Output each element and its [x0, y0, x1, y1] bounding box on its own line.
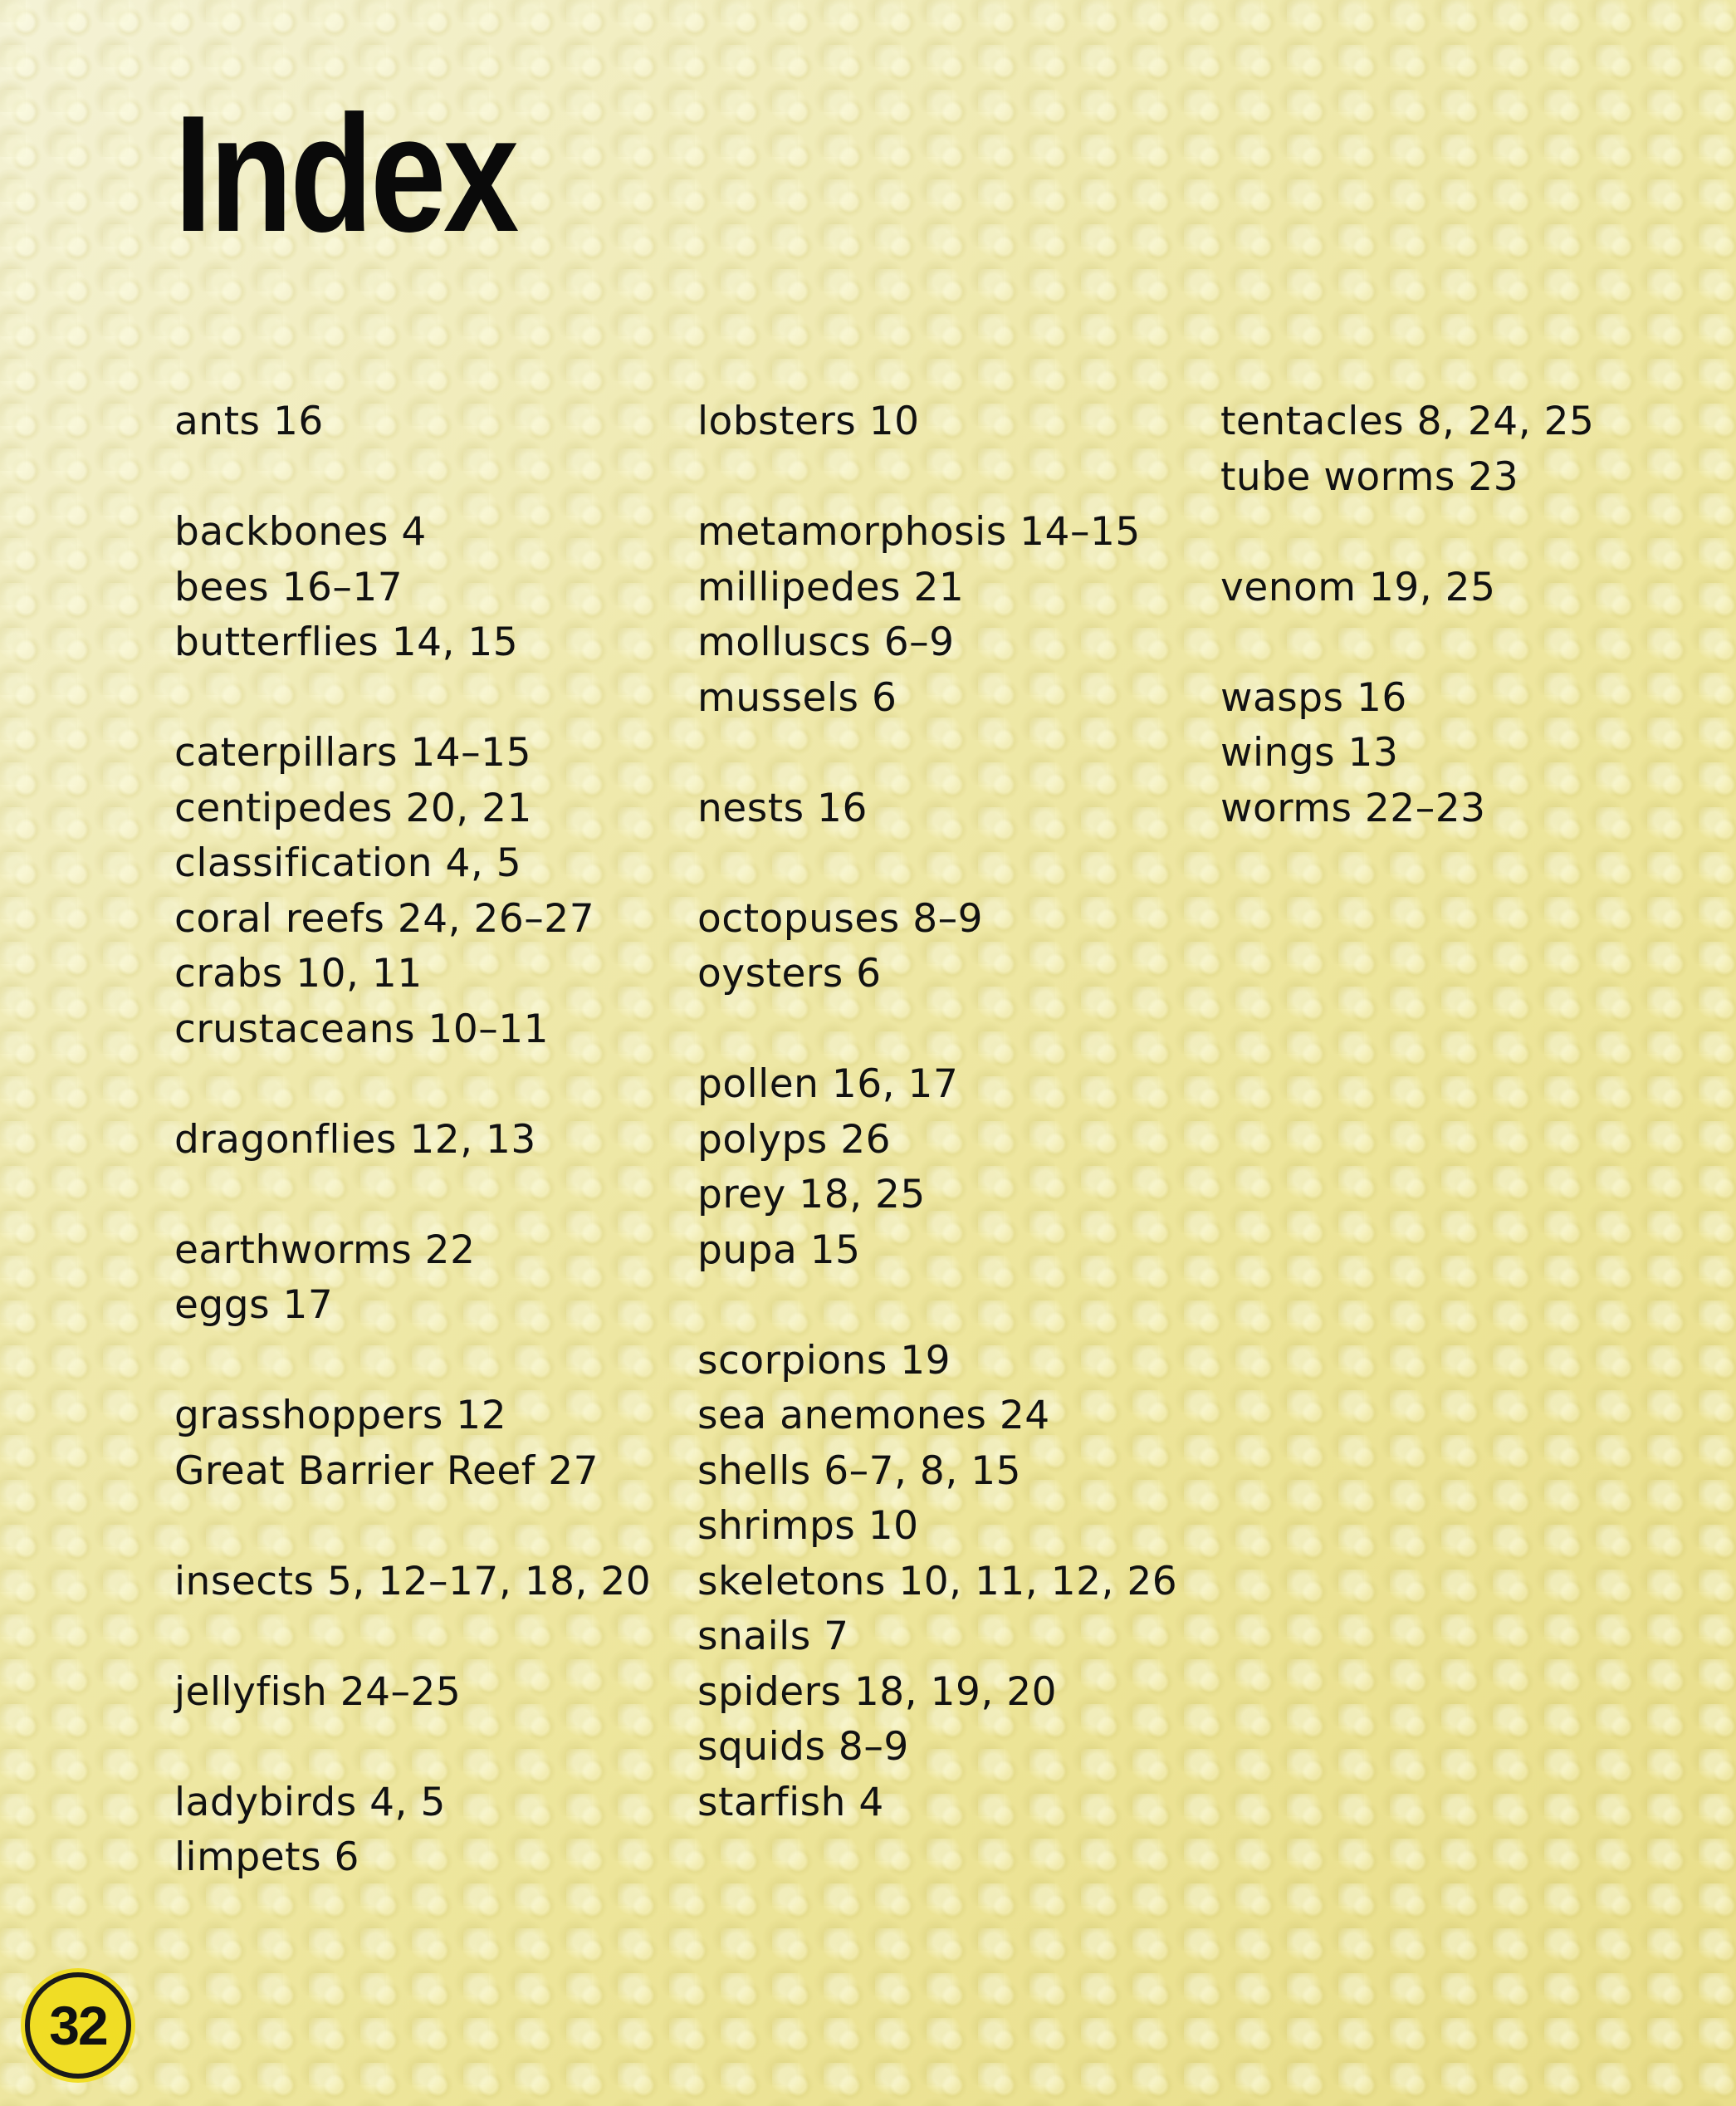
letter-group-gap: [697, 450, 1212, 506]
index-entry: sea anemones 24: [697, 1393, 1050, 1438]
index-entry: shrimps 10: [697, 1503, 919, 1549]
index-entry: prey 18, 25: [697, 1172, 926, 1217]
index-entry: ladybirds 4, 5: [174, 1779, 446, 1825]
page-number-badge: [25, 1972, 131, 2079]
letter-group-gap: [174, 1609, 689, 1665]
index-entry: metamorphosis 14–15: [697, 509, 1141, 555]
index-entry: skeletons 10, 11, 12, 26: [697, 1558, 1178, 1604]
index-entry: lobsters 10: [697, 399, 920, 444]
index-entry: eggs 17: [174, 1282, 334, 1328]
index-entry: worms 22–23: [1220, 785, 1486, 831]
index-entry: oysters 6: [697, 951, 882, 997]
index-entry: tube worms 23: [1220, 453, 1519, 500]
index-column-3: [1220, 394, 1735, 836]
index-entry: shells 6–7, 8, 15: [697, 1447, 1022, 1494]
index-entry: earthworms 22: [174, 1227, 476, 1273]
letter-group-gap: [174, 450, 689, 506]
index-entry: centipedes 20, 21: [174, 785, 532, 831]
letter-group-gap: [174, 1720, 689, 1775]
index-entry: millipedes 21: [697, 564, 965, 610]
letter-group-gap: [697, 836, 1212, 892]
index-entry: bees 16–17: [174, 564, 403, 610]
index-entry: venom 19, 25: [1220, 564, 1496, 610]
letter-group-gap: [697, 1002, 1212, 1058]
index-entry: snails 7: [697, 1614, 849, 1659]
index-entry: scorpions 19: [697, 1337, 951, 1384]
index-entry: mussels 6: [697, 674, 897, 721]
index-entry: octopuses 8–9: [697, 895, 984, 942]
index-entry: nests 16: [697, 785, 868, 831]
index-entry: butterflies 14, 15: [174, 620, 519, 665]
letter-group-gap: [174, 1499, 689, 1555]
letter-group-gap: [697, 1278, 1212, 1334]
index-column-2: [697, 394, 1212, 1830]
index-entry: jellyfish 24–25: [174, 1668, 462, 1715]
letter-group-gap: [174, 1057, 689, 1113]
index-entry: tentacles 8, 24, 25: [1220, 399, 1595, 444]
page-title: Index: [174, 81, 516, 267]
index-entry: Great Barrier Reef 27: [174, 1447, 599, 1494]
index-entry: squids 8–9: [697, 1724, 909, 1770]
index-entry: grasshoppers 12: [174, 1393, 507, 1438]
index-entry: spiders 18, 19, 20: [697, 1668, 1058, 1715]
letter-group-gap: [174, 1168, 689, 1223]
index-entry: pupa 15: [697, 1227, 861, 1273]
index-entry: crustaceans 10–11: [174, 1006, 550, 1052]
index-entry: classification 4, 5: [174, 840, 522, 886]
index-entry: caterpillars 14–15: [174, 730, 531, 776]
page-number: 32: [49, 1995, 107, 2056]
letter-group-gap: [1220, 505, 1735, 561]
index-entry: crabs 10, 11: [174, 951, 423, 997]
letter-group-gap: [1220, 615, 1735, 671]
index-entry: starfish 4: [697, 1779, 884, 1825]
index-entry: polyps 26: [697, 1116, 892, 1163]
index-column-1: [174, 394, 689, 1886]
index-entry: wasps 16: [1220, 674, 1407, 721]
letter-group-gap: [697, 726, 1212, 781]
index-entry: coral reefs 24, 26–27: [174, 895, 595, 942]
index-entry: dragonflies 12, 13: [174, 1116, 536, 1163]
index-entry: limpets 6: [174, 1834, 359, 1880]
index-entry: molluscs 6–9: [697, 620, 955, 665]
index-entry: ants 16: [174, 399, 324, 444]
letter-group-gap: [174, 1334, 689, 1389]
index-entry: insects 5, 12–17, 18, 20: [174, 1558, 652, 1604]
index-entry: backbones 4: [174, 509, 427, 555]
index-entry: pollen 16, 17: [697, 1061, 959, 1107]
letter-group-gap: [174, 671, 689, 727]
index-entry: wings 13: [1220, 730, 1399, 776]
